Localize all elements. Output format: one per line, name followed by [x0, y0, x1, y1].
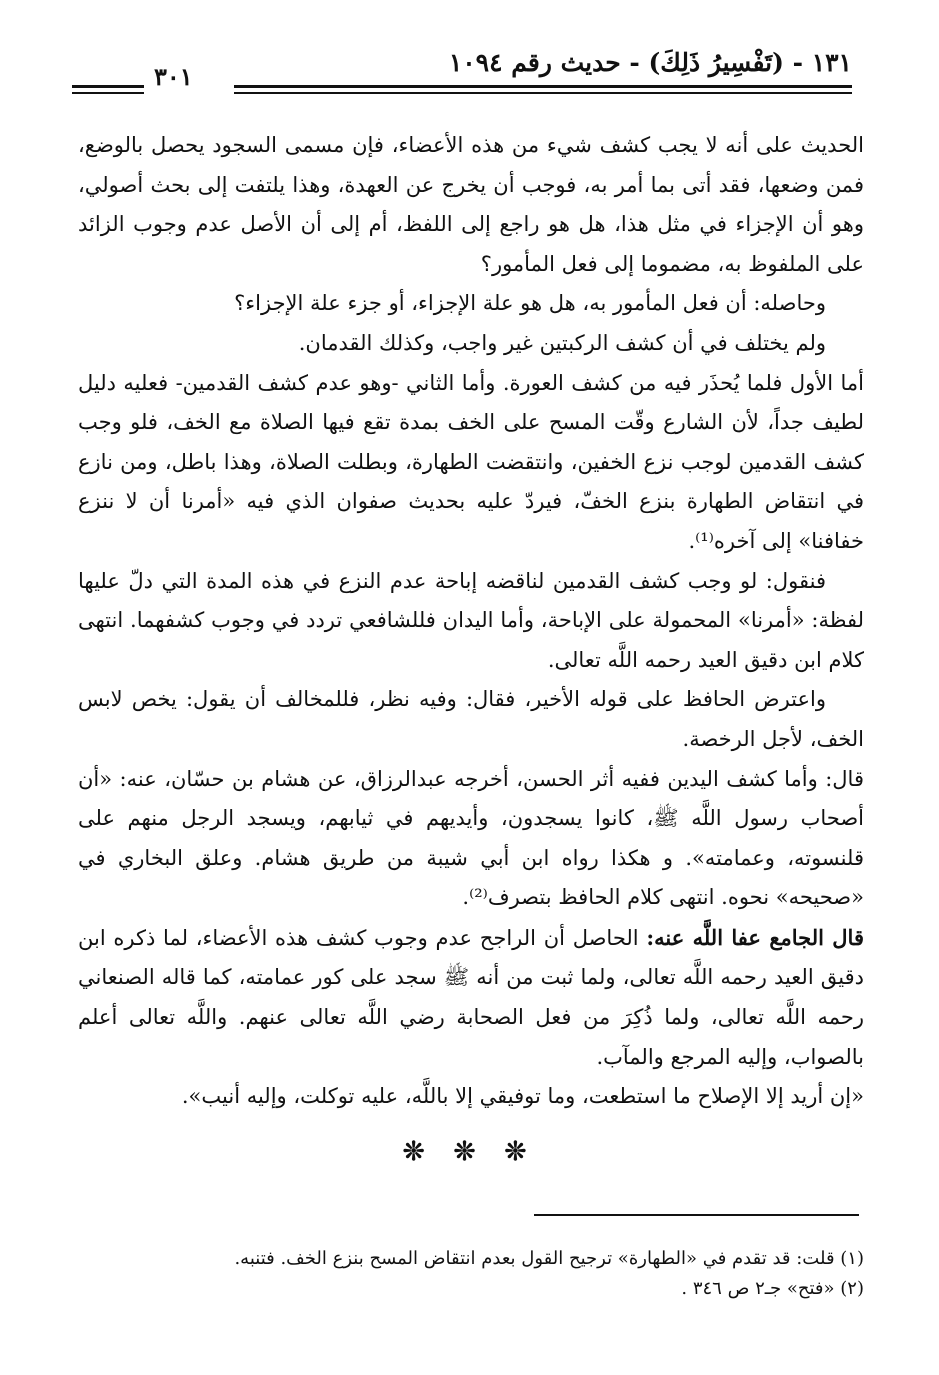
body-text — [78, 126, 864, 1117]
header-title: ١٣١ - (تَفْسِيرُ ذَلِكَ) - حديث رقم ١٠٩٤ — [448, 48, 852, 77]
footnotes — [78, 1244, 864, 1304]
paragraph: وحاصله: أن فعل المأمور به، هل هو علة الإجزاء، أو جزء علة الإجزاء؟ — [234, 291, 826, 316]
header-rule — [72, 85, 144, 88]
footnote: (٢) «فتح» جـ٢ ص ٣٤٦ . — [681, 1278, 864, 1299]
paragraph: قال: وأما كشف اليدين ففيه أثر الحسن، أخرجه عبدالرزاق، عن هشام بن حسّان، عنه: «أن أصحاب رسول اللَّه ﷺ، كانوا يسجدون، وأيديهم في ثيابهم، ويسجد الرجل منهم على قلنسوته، وعمامته». و هكذا رواه ابن أبي شيبة من طريق هشام. وعلق البخاري في «صحيحه» نحوه. انتهى كلام الحافظ بتصرف⁽²⁾. — [78, 766, 864, 910]
page-number: ٣٠١ — [154, 62, 193, 91]
paragraph: أما الأول فلما يُحذَر فيه من كشف العورة. وأما الثاني -وهو عدم كشف القدمين- فعليه دليل لطيف جداً، لأن الشارع وقّت المسح على الخف بمدة تقع فيها الصلاة مع الخف، فلو وجب كشف القدمين لوجب نزع الخفين، وانتقضت الطهارة، وبطلت الصلاة، وهذا باطل، ومن نازع في انتقاض الطهارة بنزع الخفّ، فيردّ عليه بحديث صفوان الذي فيه «أمرنا أن لا ننزع خفافنا» إلى آخره⁽¹⁾. — [78, 370, 864, 553]
paragraph: الحديث على أنه لا يجب كشف شيء من هذه الأعضاء، فإن مسمى السجود يحصل بالوضع، فمن وضعها، فقد أتى بما أمر به، فوجب أن يخرج عن العهدة، وهذا يلتفت إلى بحث أصولي، وهو أن الإجزاء في مثل هذا، هل هو راجع إلى اللفظ، أم إلى أن الأصل عدم وجوب الزائد على الملفوظ به، مضموما إلى فعل المأمور؟ — [78, 133, 864, 276]
running-header — [72, 48, 852, 92]
paragraph: ولم يختلف في أن كشف الركبتين غير واجب، وكذلك القدمان. — [298, 330, 826, 355]
header-rule — [234, 92, 852, 94]
paragraph: واعترض الحافظ على قوله الأخير، فقال: وفيه نظر، فللمخالف أن يقول: يخص لابس الخف، لأجل الرخصة. — [78, 687, 864, 751]
footnote-rule — [534, 1214, 859, 1216]
paragraph-text: الحاصل أن الراجح عدم وجوب كشف هذه الأعضاء، لما ذكره ابن دقيق العيد رحمه اللَّه تعالى، ولما ثبت من أنه ﷺ سجد على كور عمامته، كما قاله الصنعاني رحمه اللَّه تعالى، ولما ذُكِرَ من فعل الصحابة رضي اللَّه تعالى عنهم. واللَّه تعالى أعلم بالصواب، وإليه المرجع والمآب. — [78, 925, 864, 1069]
paragraph — [78, 918, 864, 1077]
section-separator: ❊ ❊ ❊ — [402, 1137, 537, 1167]
compiler-label: قال الجامع عفا اللَّه عنه: — [646, 924, 864, 950]
footnote: (١) قلت: قد تقدم في «الطهارة» ترجيح القول بعدم انتقاض المسح بنزع الخف. فتنبه. — [234, 1248, 864, 1269]
header-rule — [234, 85, 852, 88]
paragraph: «إن أريد إلا الإصلاح ما استطعت، وما توفيقي إلا باللَّه، عليه توكلت، وإليه أنيب». — [181, 1084, 864, 1109]
paragraph: فنقول: لو وجب كشف القدمين لناقضه إباحة عدم النزع في هذه المدة التي دلّ عليها لفظة: «أمرنا» المحمولة على الإباحة، وأما اليدان فللشافعي تردد في وجوب كشفهما. انتهى كلام ابن دقيق العيد رحمه اللَّه تعالى. — [78, 568, 864, 672]
header-rule — [72, 92, 144, 94]
